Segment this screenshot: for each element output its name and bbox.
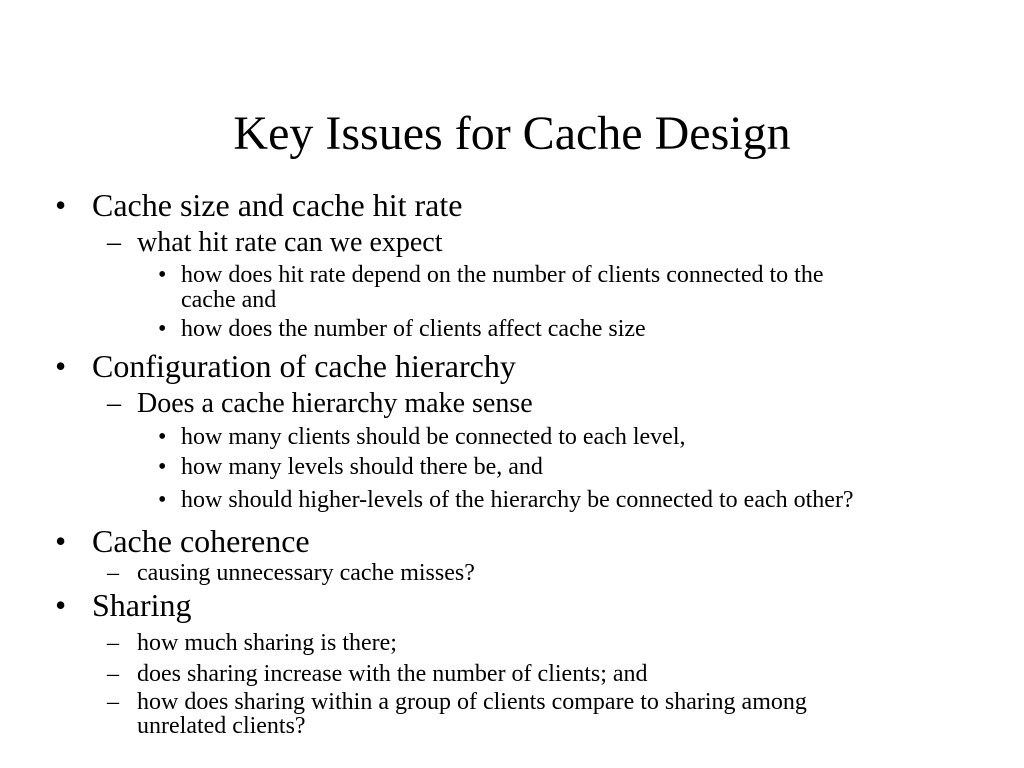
point-line: how many clients should be connected to each level, bbox=[181, 424, 686, 450]
bullet-cache-coherence bbox=[55, 523, 310, 559]
dash-marker: – bbox=[107, 227, 121, 258]
subitem-sharing-group bbox=[107, 689, 807, 739]
bullet-marker: • bbox=[55, 587, 67, 623]
point-line: cache and bbox=[181, 287, 277, 313]
dot-marker: • bbox=[158, 316, 167, 342]
subitem-cache-misses bbox=[107, 559, 475, 587]
dot-marker: • bbox=[158, 424, 167, 450]
dash-marker: – bbox=[107, 388, 121, 419]
bullet-label: Configuration of cache hierarchy bbox=[92, 348, 516, 384]
point-levels-count bbox=[158, 454, 543, 480]
point-higher-levels bbox=[158, 487, 854, 513]
dash-marker: – bbox=[107, 661, 119, 687]
point-line: how should higher-levels of the hierarchy be connected to each other? bbox=[181, 487, 854, 513]
subitem-label: what hit rate can we expect bbox=[137, 227, 443, 258]
dot-marker: • bbox=[158, 454, 167, 480]
slide-title: Key Issues for Cache Design bbox=[233, 107, 791, 160]
dot-marker: • bbox=[158, 262, 167, 288]
dot-marker: • bbox=[158, 487, 167, 513]
point-line: how does the number of clients affect cache size bbox=[181, 316, 646, 342]
bullet-sharing bbox=[55, 587, 192, 623]
subitem-label: how does sharing within a group of clients compare to sharing among bbox=[137, 689, 807, 715]
point-hit-rate-clients bbox=[158, 262, 824, 313]
subitem-label: how much sharing is there; bbox=[137, 630, 397, 656]
subitem-label: Does a cache hierarchy make sense bbox=[137, 388, 533, 419]
subitem-hierarchy-sense bbox=[107, 388, 533, 420]
bullet-marker: • bbox=[55, 523, 67, 559]
subitem-hit-rate bbox=[107, 227, 443, 259]
bullet-marker: • bbox=[55, 348, 67, 384]
subitem-label: does sharing increase with the number of clients; and bbox=[137, 661, 648, 687]
point-line: how does hit rate depend on the number of clients connected to the bbox=[181, 262, 824, 288]
dash-marker: – bbox=[107, 689, 119, 715]
point-clients-cache-size bbox=[158, 316, 646, 342]
bullet-label: Cache size and cache hit rate bbox=[92, 187, 463, 223]
point-line: how many levels should there be, and bbox=[181, 454, 543, 480]
subitem-how-much-sharing bbox=[107, 629, 397, 657]
bullet-marker: • bbox=[55, 187, 67, 223]
subitem-sharing-increase bbox=[107, 660, 648, 688]
dash-marker: – bbox=[107, 560, 119, 586]
dash-marker: – bbox=[107, 630, 119, 656]
subitem-label: unrelated clients? bbox=[137, 713, 306, 739]
bullet-label: Sharing bbox=[92, 587, 192, 623]
bullet-configuration bbox=[55, 348, 516, 384]
bullet-label: Cache coherence bbox=[92, 523, 310, 559]
point-clients-per-level bbox=[158, 424, 686, 450]
subitem-label: causing unnecessary cache misses? bbox=[137, 560, 475, 586]
bullet-cache-size bbox=[55, 187, 463, 223]
